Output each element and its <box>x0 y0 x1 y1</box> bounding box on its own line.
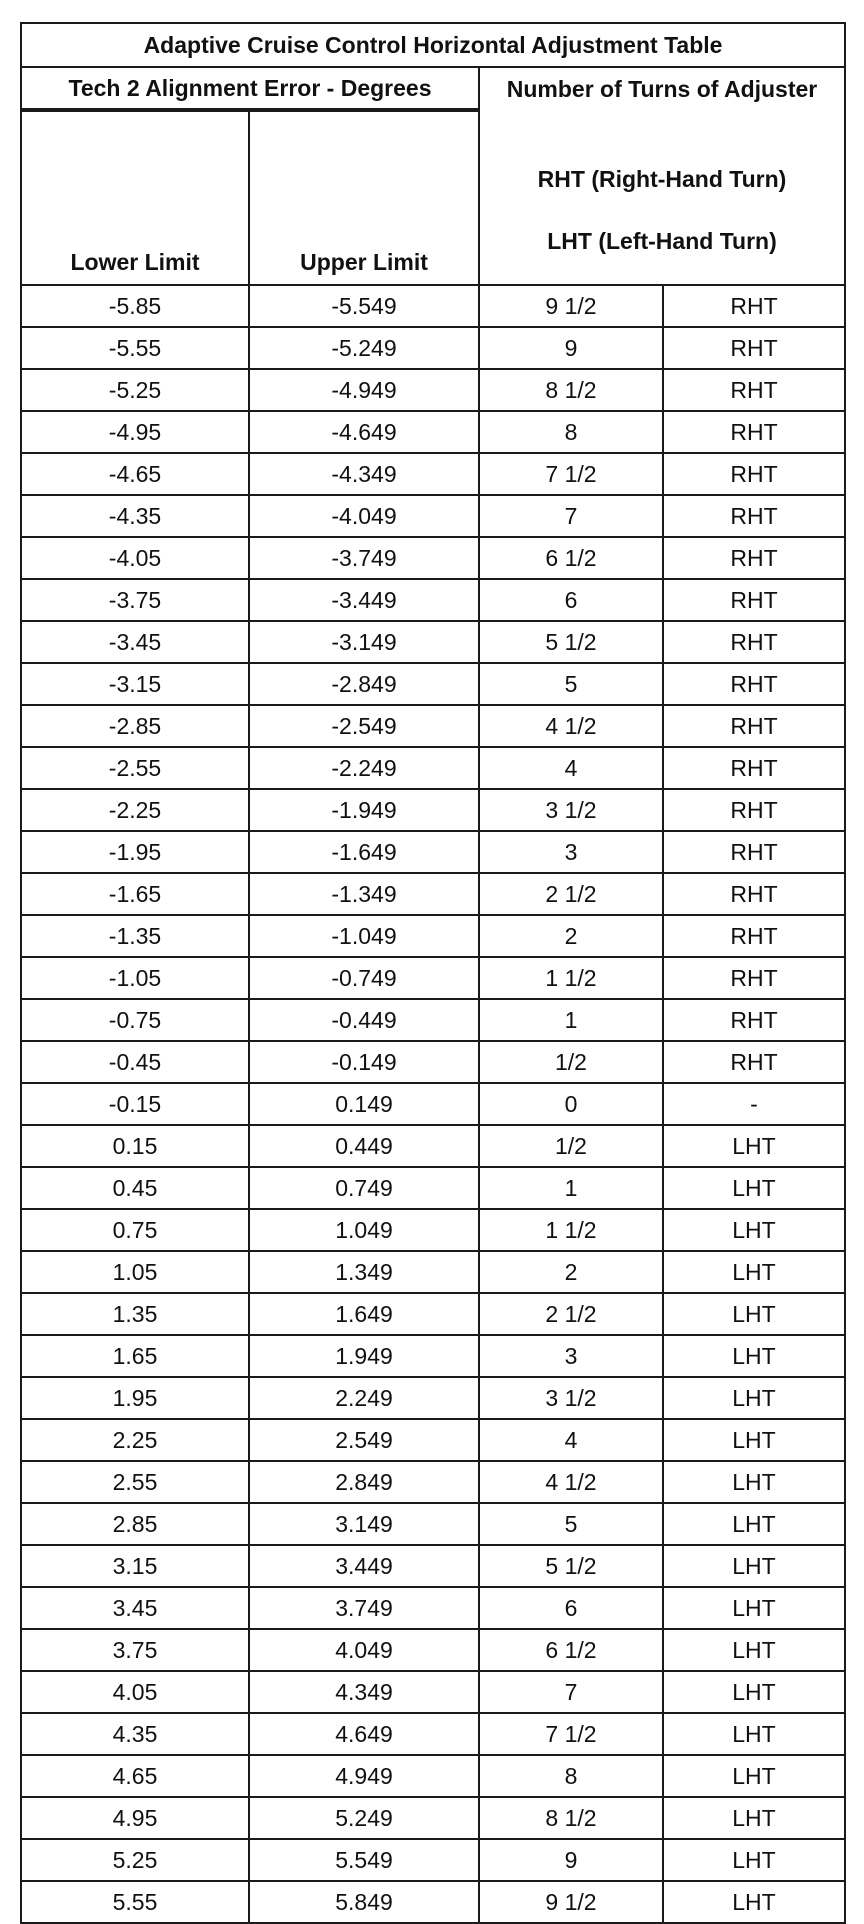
direction-cell: LHT <box>663 1209 845 1251</box>
turns-cell: 3 <box>479 1335 663 1377</box>
group-header-row <box>21 67 845 110</box>
direction-cell: RHT <box>663 1041 845 1083</box>
direction-cell: LHT <box>663 1839 845 1881</box>
table-row <box>21 621 845 663</box>
direction-cell: RHT <box>663 327 845 369</box>
turns-cell: 8 1/2 <box>479 369 663 411</box>
table-body <box>21 285 845 1923</box>
turns-cell: 6 <box>479 1587 663 1629</box>
upper-limit-cell: -2.549 <box>249 705 479 747</box>
lower-limit-cell: 3.75 <box>21 1629 249 1671</box>
table-row <box>21 1335 845 1377</box>
table-row <box>21 1419 845 1461</box>
table-row <box>21 957 845 999</box>
lht-legend: LHT (Left-Hand Turn) <box>547 228 777 254</box>
table-row <box>21 915 845 957</box>
upper-limit-cell: 2.249 <box>249 1377 479 1419</box>
lower-limit-cell: 3.45 <box>21 1587 249 1629</box>
lower-limit-cell: -0.75 <box>21 999 249 1041</box>
turns-cell: 7 <box>479 1671 663 1713</box>
lower-limit-cell: -1.35 <box>21 915 249 957</box>
rht-legend: RHT (Right-Hand Turn) <box>537 166 787 192</box>
turns-cell: 5 <box>479 1503 663 1545</box>
table-row <box>21 453 845 495</box>
table-row <box>21 537 845 579</box>
table-row <box>21 1881 845 1923</box>
turns-cell: 9 <box>479 1839 663 1881</box>
turns-cell: 8 <box>479 1755 663 1797</box>
upper-limit-cell: -0.749 <box>249 957 479 999</box>
direction-cell: LHT <box>663 1377 845 1419</box>
upper-limit-cell: 1.349 <box>249 1251 479 1293</box>
direction-cell: LHT <box>663 1167 845 1209</box>
upper-limit-cell: 4.949 <box>249 1755 479 1797</box>
lower-limit-cell: -2.85 <box>21 705 249 747</box>
lower-limit-cell: 2.25 <box>21 1419 249 1461</box>
direction-cell: RHT <box>663 537 845 579</box>
direction-cell: LHT <box>663 1755 845 1797</box>
upper-limit-cell: 0.749 <box>249 1167 479 1209</box>
turns-cell: 7 1/2 <box>479 453 663 495</box>
turns-cell: 9 1/2 <box>479 1881 663 1923</box>
lower-limit-cell: -4.05 <box>21 537 249 579</box>
table-row <box>21 1797 845 1839</box>
lower-limit-cell: -5.25 <box>21 369 249 411</box>
direction-cell: LHT <box>663 1671 845 1713</box>
upper-limit-cell: 0.149 <box>249 1083 479 1125</box>
upper-limit-cell: 1.049 <box>249 1209 479 1251</box>
lower-limit-cell: -5.55 <box>21 327 249 369</box>
table-row <box>21 1839 845 1881</box>
direction-cell: RHT <box>663 831 845 873</box>
turns-cell: 3 <box>479 831 663 873</box>
upper-limit-cell: 1.649 <box>249 1293 479 1335</box>
turns-cell: 8 1/2 <box>479 1797 663 1839</box>
upper-limit-cell: -4.649 <box>249 411 479 453</box>
lower-limit-cell: -0.15 <box>21 1083 249 1125</box>
lower-limit-cell: -5.85 <box>21 285 249 327</box>
table-row <box>21 327 845 369</box>
upper-limit-cell: -3.449 <box>249 579 479 621</box>
upper-limit-cell: 0.449 <box>249 1125 479 1167</box>
turns-cell: 5 <box>479 663 663 705</box>
table-row <box>21 1461 845 1503</box>
direction-cell: - <box>663 1083 845 1125</box>
table-row <box>21 1125 845 1167</box>
upper-limit-cell: 1.949 <box>249 1335 479 1377</box>
turns-cell: 3 1/2 <box>479 789 663 831</box>
lower-limit-cell: 4.35 <box>21 1713 249 1755</box>
table-row <box>21 369 845 411</box>
turns-cell: 6 1/2 <box>479 537 663 579</box>
direction-cell: RHT <box>663 999 845 1041</box>
alignment-error-header: Tech 2 Alignment Error - Degrees <box>21 67 479 110</box>
adjustment-table <box>20 22 846 1924</box>
lower-limit-cell: 2.85 <box>21 1503 249 1545</box>
table-row <box>21 1083 845 1125</box>
turns-cell: 8 <box>479 411 663 453</box>
turns-cell: 4 <box>479 1419 663 1461</box>
turn-direction-header <box>479 110 845 285</box>
upper-limit-cell: 3.449 <box>249 1545 479 1587</box>
direction-cell: LHT <box>663 1545 845 1587</box>
lower-limit-cell: 5.25 <box>21 1839 249 1881</box>
direction-cell: RHT <box>663 957 845 999</box>
direction-cell: RHT <box>663 747 845 789</box>
table-row <box>21 1377 845 1419</box>
column-header-row <box>21 110 845 285</box>
lower-limit-cell: -3.75 <box>21 579 249 621</box>
lower-limit-cell: 0.15 <box>21 1125 249 1167</box>
table-row <box>21 1503 845 1545</box>
direction-cell: RHT <box>663 663 845 705</box>
table-row <box>21 999 845 1041</box>
direction-cell: RHT <box>663 579 845 621</box>
turns-cell: 2 1/2 <box>479 1293 663 1335</box>
lower-limit-cell: 3.15 <box>21 1545 249 1587</box>
upper-limit-header: Upper Limit <box>249 110 479 285</box>
lower-limit-cell: -1.05 <box>21 957 249 999</box>
table-row <box>21 1671 845 1713</box>
lower-limit-cell: 4.95 <box>21 1797 249 1839</box>
lower-limit-cell: 1.05 <box>21 1251 249 1293</box>
direction-cell: LHT <box>663 1335 845 1377</box>
lower-limit-cell: -2.25 <box>21 789 249 831</box>
direction-cell: LHT <box>663 1461 845 1503</box>
upper-limit-cell: 5.249 <box>249 1797 479 1839</box>
upper-limit-cell: 4.049 <box>249 1629 479 1671</box>
upper-limit-cell: -4.049 <box>249 495 479 537</box>
turns-cell: 4 1/2 <box>479 705 663 747</box>
upper-limit-cell: 4.349 <box>249 1671 479 1713</box>
table-row <box>21 1041 845 1083</box>
direction-cell: RHT <box>663 411 845 453</box>
direction-cell: RHT <box>663 495 845 537</box>
direction-cell: RHT <box>663 621 845 663</box>
lower-limit-cell: -3.45 <box>21 621 249 663</box>
lower-limit-cell: 4.05 <box>21 1671 249 1713</box>
lower-limit-cell: 1.95 <box>21 1377 249 1419</box>
direction-cell: LHT <box>663 1713 845 1755</box>
table-row <box>21 411 845 453</box>
upper-limit-cell: -1.349 <box>249 873 479 915</box>
lower-limit-cell: -4.65 <box>21 453 249 495</box>
direction-cell: RHT <box>663 789 845 831</box>
turns-cell: 7 1/2 <box>479 1713 663 1755</box>
upper-limit-cell: -4.349 <box>249 453 479 495</box>
lower-limit-cell: -2.55 <box>21 747 249 789</box>
upper-limit-cell: 5.549 <box>249 1839 479 1881</box>
direction-cell: LHT <box>663 1797 845 1839</box>
direction-cell: LHT <box>663 1419 845 1461</box>
turns-header: Number of Turns of Adjuster <box>479 67 845 110</box>
direction-cell: RHT <box>663 285 845 327</box>
lower-limit-header: Lower Limit <box>21 110 249 285</box>
table-row <box>21 1587 845 1629</box>
upper-limit-cell: -1.049 <box>249 915 479 957</box>
direction-cell: LHT <box>663 1125 845 1167</box>
direction-cell: LHT <box>663 1503 845 1545</box>
upper-limit-cell: -1.949 <box>249 789 479 831</box>
upper-limit-cell: 4.649 <box>249 1713 479 1755</box>
table-row <box>21 1209 845 1251</box>
lower-limit-cell: 2.55 <box>21 1461 249 1503</box>
direction-cell: LHT <box>663 1251 845 1293</box>
turns-cell: 2 <box>479 915 663 957</box>
upper-limit-cell: -3.149 <box>249 621 479 663</box>
table-row <box>21 1251 845 1293</box>
lower-limit-cell: -1.95 <box>21 831 249 873</box>
upper-limit-cell: 5.849 <box>249 1881 479 1923</box>
table-row <box>21 831 845 873</box>
lower-limit-cell: 5.55 <box>21 1881 249 1923</box>
turns-cell: 2 <box>479 1251 663 1293</box>
upper-limit-cell: -2.249 <box>249 747 479 789</box>
lower-limit-cell: 0.75 <box>21 1209 249 1251</box>
table-row <box>21 789 845 831</box>
turns-cell: 1/2 <box>479 1041 663 1083</box>
upper-limit-cell: -0.449 <box>249 999 479 1041</box>
turns-cell: 1/2 <box>479 1125 663 1167</box>
direction-cell: LHT <box>663 1293 845 1335</box>
lower-limit-cell: -4.35 <box>21 495 249 537</box>
upper-limit-cell: -5.249 <box>249 327 479 369</box>
table-row <box>21 1293 845 1335</box>
lower-limit-cell: 4.65 <box>21 1755 249 1797</box>
direction-cell: LHT <box>663 1587 845 1629</box>
upper-limit-cell: -1.649 <box>249 831 479 873</box>
lower-limit-cell: 1.35 <box>21 1293 249 1335</box>
turns-cell: 1 <box>479 1167 663 1209</box>
lower-limit-cell: 0.45 <box>21 1167 249 1209</box>
upper-limit-cell: -5.549 <box>249 285 479 327</box>
table-row <box>21 579 845 621</box>
table-row <box>21 1629 845 1671</box>
table-row <box>21 1167 845 1209</box>
table-row <box>21 1713 845 1755</box>
lower-limit-cell: -1.65 <box>21 873 249 915</box>
table-row <box>21 495 845 537</box>
lower-limit-cell: -0.45 <box>21 1041 249 1083</box>
direction-cell: LHT <box>663 1629 845 1671</box>
upper-limit-cell: 2.849 <box>249 1461 479 1503</box>
turns-cell: 3 1/2 <box>479 1377 663 1419</box>
turns-cell: 7 <box>479 495 663 537</box>
turns-cell: 4 1/2 <box>479 1461 663 1503</box>
table-row <box>21 285 845 327</box>
direction-cell: RHT <box>663 453 845 495</box>
table-row <box>21 873 845 915</box>
direction-cell: RHT <box>663 915 845 957</box>
upper-limit-cell: -0.149 <box>249 1041 479 1083</box>
turns-cell: 4 <box>479 747 663 789</box>
turns-cell: 5 1/2 <box>479 621 663 663</box>
turns-cell: 2 1/2 <box>479 873 663 915</box>
table-row <box>21 747 845 789</box>
lower-limit-cell: 1.65 <box>21 1335 249 1377</box>
turns-cell: 6 1/2 <box>479 1629 663 1671</box>
lower-limit-cell: -4.95 <box>21 411 249 453</box>
upper-limit-cell: 3.149 <box>249 1503 479 1545</box>
upper-limit-cell: 3.749 <box>249 1587 479 1629</box>
upper-limit-cell: -2.849 <box>249 663 479 705</box>
turns-cell: 1 <box>479 999 663 1041</box>
table-row <box>21 705 845 747</box>
direction-cell: RHT <box>663 873 845 915</box>
upper-limit-cell: 2.549 <box>249 1419 479 1461</box>
turns-cell: 0 <box>479 1083 663 1125</box>
upper-limit-cell: -3.749 <box>249 537 479 579</box>
turns-cell: 1 1/2 <box>479 957 663 999</box>
direction-cell: RHT <box>663 705 845 747</box>
table-row <box>21 1545 845 1587</box>
table-title: Adaptive Cruise Control Horizontal Adjustment Table <box>21 23 845 67</box>
turns-cell: 9 1/2 <box>479 285 663 327</box>
table-row <box>21 663 845 705</box>
direction-cell: LHT <box>663 1881 845 1923</box>
direction-cell: RHT <box>663 369 845 411</box>
turns-cell: 9 <box>479 327 663 369</box>
upper-limit-cell: -4.949 <box>249 369 479 411</box>
lower-limit-cell: -3.15 <box>21 663 249 705</box>
turns-cell: 1 1/2 <box>479 1209 663 1251</box>
title-row <box>21 23 845 67</box>
turns-cell: 5 1/2 <box>479 1545 663 1587</box>
table-row <box>21 1755 845 1797</box>
turns-cell: 6 <box>479 579 663 621</box>
